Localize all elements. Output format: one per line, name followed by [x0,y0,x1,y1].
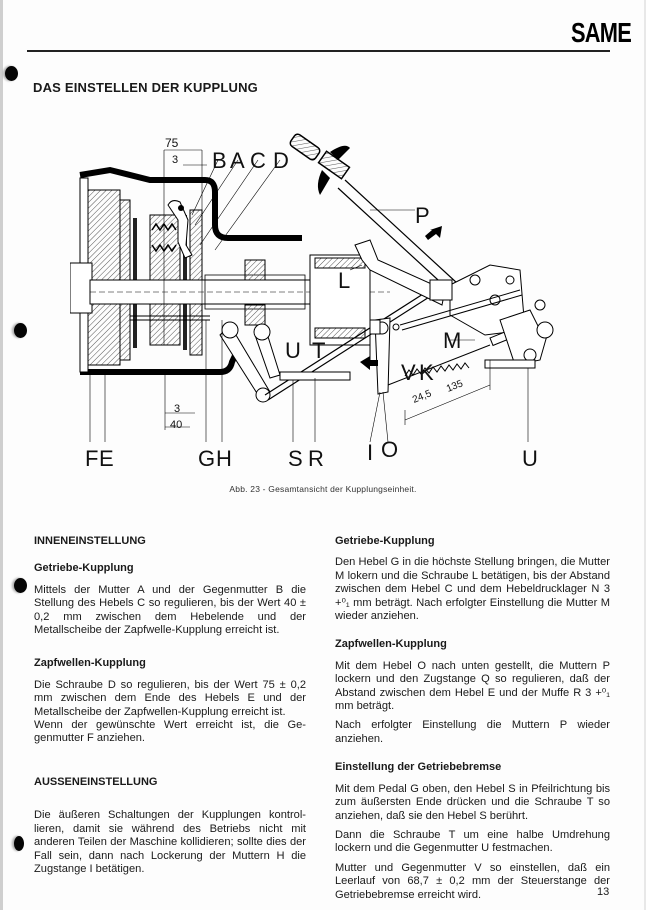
dimension-label-3-top: 3 [172,154,179,166]
paragraph: Mittels der Mutter A und der Gegenmutter B die Stellung des Hebels C so regulieren, bis der Wert 40 ± 0,2 mm zwischen dem Hebelende und der Metallscheibe der Zapfwelle-Kupplung erreicht ist. [34,583,306,637]
callout-label-g: G [198,446,216,471]
callout-label-v: V [401,360,416,385]
left-column [34,535,306,882]
paragraph: Mutter und Gegenmutter V so einstellen, daß ein Leerlauf von 68,7 ± 0,2 mm der Steuerstange der Getriebebremse erreicht wird. [335,861,610,901]
paragraph: Wenn der gewünschte Wert erreicht ist, die Gegenmutter F anziehen. [34,719,306,745]
callout-label-h: H [216,446,232,471]
callout-label-u-left: U [285,338,301,363]
callout-label-c: C [250,148,266,173]
subheading-zapfwellen-kupplung: Zapfwellen-Kupplung [34,657,146,670]
subheading-zapfwellen-kupplung: Zapfwellen-Kupplung [335,638,447,651]
callout-label-k: K [419,360,434,385]
dimension-label-135: 135 [445,378,465,395]
callout-label-p: P [415,203,430,228]
callout-label-t: T [312,338,326,363]
callout-label-i: I [367,440,374,465]
paragraph: Den Hebel G in die höchste Stellung bringen, die Mutter M lokern und die Schraube L betätigen, bis der Abstand zwischen dem Hebel C und dem Hebeldrucklager N 3 +⁰₁ mm beträgt. Nach erfolgter Einstellung die Mutter M wieder anziehen. [335,556,610,623]
callout-label-m: M [443,328,462,353]
callout-label-f: F [85,446,99,471]
section-heading-inneneinstellung: INNENEINSTELLUNG [34,535,146,547]
paragraph: Nach erfolgter Einstellung die Muttern P wieder anziehen. [335,719,610,745]
page-title: DAS EINSTELLEN DER KUPPLUNG [33,80,258,95]
section-heading-ausseneinstellung: AUSSENEINSTELLUNG [34,775,158,788]
page-edge-shadow [0,0,3,910]
figure-caption: Abb. 23 - Gesamtansicht der Kupplungseinheit. [229,484,417,494]
header-rule [27,50,610,52]
page-number: 13 [597,886,610,898]
dimension-label-3-bottom: 3 [174,403,181,415]
paragraph: Mit dem Hebel O nach unten gestellt, die Muttern P lockern und den Zugstange Q so regulieren, daß der Abstand zwischen dem Hebel E und der Muffe R 3 +⁰₁ mm beträgt. [335,659,610,713]
callout-label-u-right: U [522,446,538,471]
callout-label-l: L [338,268,351,293]
paragraph: Die äußeren Schaltungen der Kupplungen kontrollieren, damit sie während des Betriebs nicht mit anderen Teilen der Maschine kollidieren; sollte dies der Fall sein, dann nach Lockerung der Muttern H die Zugstange I betätigen. [34,809,306,875]
callout-label-o: O [381,437,399,462]
callout-label-d: D [273,148,289,173]
callout-label-e: E [99,446,114,471]
dimension-label-40: 40 [170,419,183,431]
subheading-getriebebremse: Einstellung der Getriebebremse [335,761,502,774]
brand-logo: SAME [571,17,631,48]
binder-hole-top [5,66,18,81]
right-column [335,535,610,908]
binder-hole-bottom [14,836,24,851]
dimension-label-75: 75 [165,136,179,150]
paragraph: Mit dem Pedal G oben, den Hebel S in Pfeilrichtung bis zum äußersten Ende drücken und die Schraube T so anziehen, daß sie den Hebel S berührt. [335,782,610,822]
callout-label-a: A [230,148,245,173]
clutch-assembly-figure [70,130,630,475]
binder-hole-lower [14,578,27,593]
callout-label-b: B [212,148,227,173]
clutch-diagram-drawing [70,130,630,475]
callout-label-s: S [288,446,303,471]
paragraph: Dann die Schraube T um eine halbe Umdrehung lockern und die Gegenmutter U festmachen. [335,828,610,855]
subheading-getriebe-kupplung: Getriebe-Kupplung [34,562,134,575]
binder-hole-middle [14,323,27,338]
paragraph: Die Schraube D so regulieren, bis der Wert 75 ± 0,2 mm zwischen dem Ende des Hebels E und der Metallscheibe der Zapfwellen-Kupplung erreicht ist. [34,678,306,718]
callout-label-r: R [308,446,324,471]
dimension-label-24-5: 24,5 [411,388,434,406]
subheading-getriebe-kupplung: Getriebe-Kupplung [335,535,435,547]
